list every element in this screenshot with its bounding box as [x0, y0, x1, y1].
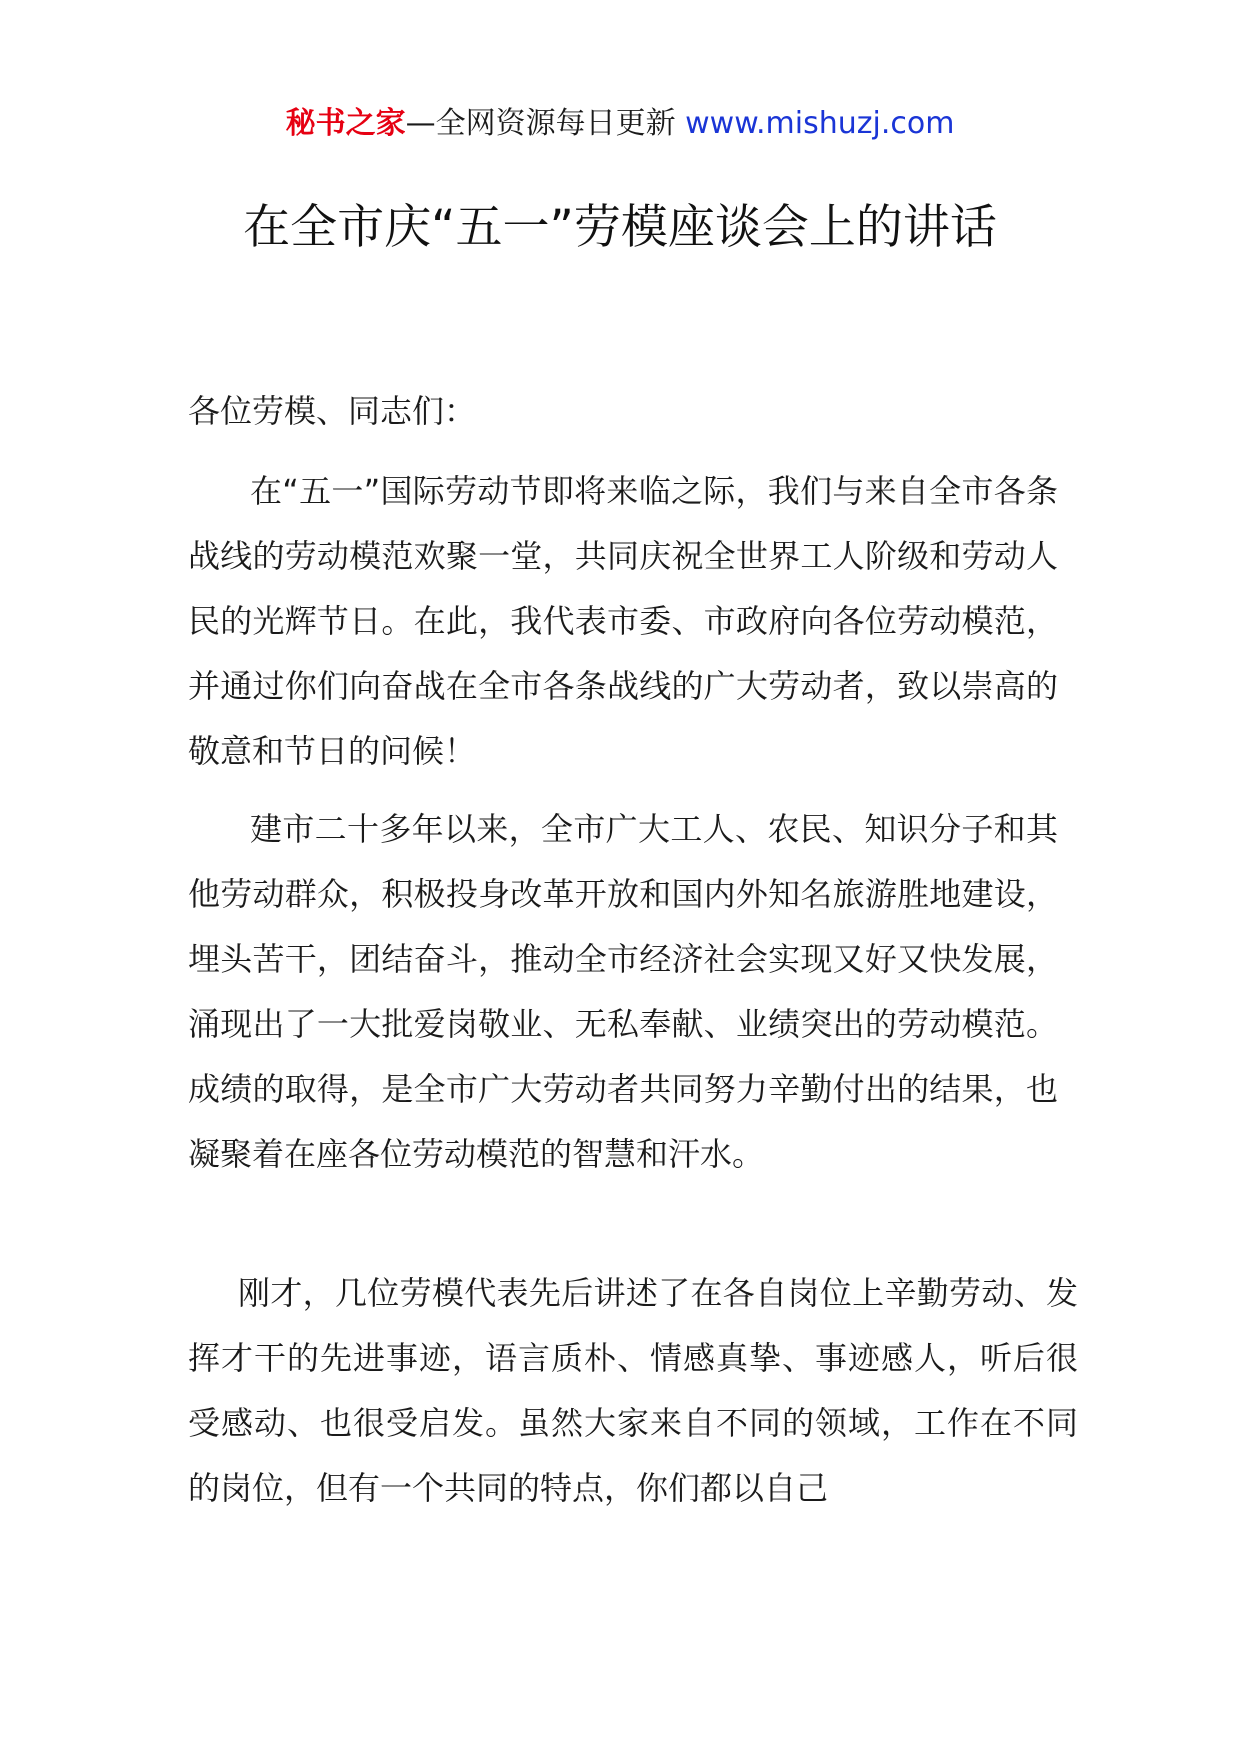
paragraph-3: 刚才，几位劳模代表先后讲述了在各自岗位上辛勤劳动、发挥才干的先进事迹，语言质朴、情感真挚、事迹感人，听后很受感动、也很受启发。虽然大家来自不同的领域，工作在不同的岗位，但有一个共同的特点，你们都以自己 [188, 1274, 1078, 1507]
paragraph-2: 建市二十多年以来，全市广大工人、农民、知识分子和其他劳动群众，积极投身改革开放和国内外知名旅游胜地建设，埋头苦干，团结奋斗，推动全市经济社会实现又好又快发展，涌现出了一大批爱岗敬业、无私奉献、业绩突出的劳动模范。成绩的取得，是全市广大劳动者共同努力辛勤付出的结果，也凝聚着在座各位劳动模范的智慧和汗水。 [188, 810, 1058, 1173]
brand-name: 秘书之家 [285, 106, 406, 141]
document-title: 在全市庆“五一”劳模座谈会上的讲话 [243, 200, 997, 255]
site-url-link[interactable]: www.mishuzj.com [685, 106, 955, 141]
header-tagline: —全网资源每日更新 [405, 106, 676, 141]
site-header [0, 102, 1240, 146]
paragraph-1: 在“五一”国际劳动节即将来临之际，我们与来自全市各条战线的劳动模范欢聚一堂，共同庆祝全世界工人阶级和劳动人民的光辉节日。在此，我代表市委、市政府向各位劳动模范，并通过你们向奋战在全市各条战线的广大劳动者，致以崇高的敬意和节日的问候！ [188, 472, 1058, 770]
salutation: 各位劳模、同志们： [188, 392, 477, 430]
